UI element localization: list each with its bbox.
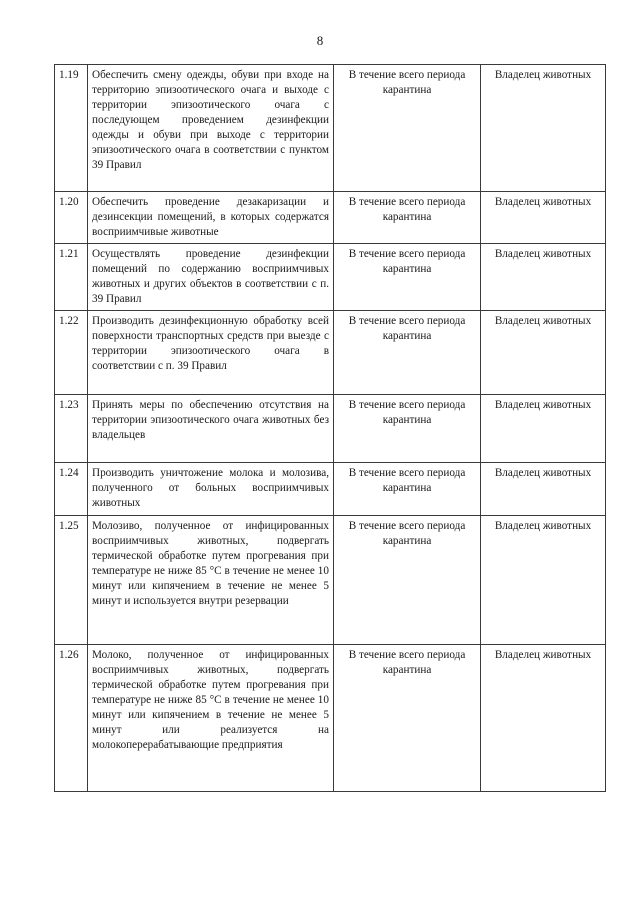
measure-description: Производить уничтожение молока и молозива, полученного от больных восприимчивых животных [88, 463, 334, 516]
measure-term: В течение всего периода карантина [334, 463, 481, 516]
measure-term: В течение всего периода карантина [334, 65, 481, 192]
responsible-party: Владелец животных [481, 244, 606, 311]
row-number: 1.23 [55, 395, 88, 463]
measure-term: В течение всего периода карантина [334, 192, 481, 244]
table-row [55, 311, 606, 395]
measure-description: Принять меры по обеспечению отсутствия на территории эпизоотического очага животных без владельцев [88, 395, 334, 463]
table-row [55, 516, 606, 645]
responsible-party: Владелец животных [481, 192, 606, 244]
measure-term: В течение всего периода карантина [334, 645, 481, 792]
row-number: 1.26 [55, 645, 88, 792]
responsible-party: Владелец животных [481, 395, 606, 463]
row-number: 1.20 [55, 192, 88, 244]
measure-description: Молоко, полученное от инфицированных восприимчивых животных, подвергать термической обработке путем прогревания при температуре не ниже 85 °С в течение не менее 10 минут или кипячением в течение не менее 5 минут или реализуется на молокоперерабатывающие предприятия [88, 645, 334, 792]
table-row [55, 192, 606, 244]
table-row [55, 645, 606, 792]
measure-term: В течение всего периода карантина [334, 244, 481, 311]
responsible-party: Владелец животных [481, 516, 606, 645]
row-number: 1.22 [55, 311, 88, 395]
measure-description: Обеспечить смену одежды, обуви при входе на территорию эпизоотического очага и выходе с территории эпизоотического очага с последующем проведением дезинфекции одежды и обуви при выходе с территории эпизоотического очага в соответствии с пунктом 39 Правил [88, 65, 334, 192]
measure-description: Обеспечить проведение дезакаризации и дезинсекции помещений, в которых содержатся восприимчивые животные [88, 192, 334, 244]
row-number: 1.24 [55, 463, 88, 516]
responsible-party: Владелец животных [481, 463, 606, 516]
measure-term: В течение всего периода карантина [334, 395, 481, 463]
measure-description: Осуществлять проведение дезинфекции помещений по содержанию восприимчивых животных и других объектов в соответствии с п. 39 Правил [88, 244, 334, 311]
table-row [55, 395, 606, 463]
responsible-party: Владелец животных [481, 65, 606, 192]
measure-term: В течение всего периода карантина [334, 516, 481, 645]
table-row [55, 65, 606, 192]
measure-term: В течение всего периода карантина [334, 311, 481, 395]
row-number: 1.25 [55, 516, 88, 645]
row-number: 1.21 [55, 244, 88, 311]
measure-description: Молозиво, полученное от инфицированных восприимчивых животных, подвергать термической обработке путем прогревания при температуре не ниже 85 °С в течение не менее 10 минут или кипячением в течение не менее 5 минут и используется внутри резервации [88, 516, 334, 645]
responsible-party: Владелец животных [481, 645, 606, 792]
page-number: 8 [316, 33, 324, 48]
measure-description: Производить дезинфекционную обработку всей поверхности транспортных средств при выезде с территории эпизоотического очага в соответствии с п. 39 Правил [88, 311, 334, 395]
row-number: 1.19 [55, 65, 88, 192]
responsible-party: Владелец животных [481, 311, 606, 395]
table-row [55, 463, 606, 516]
table-row [55, 244, 606, 311]
measures-table [54, 64, 606, 792]
